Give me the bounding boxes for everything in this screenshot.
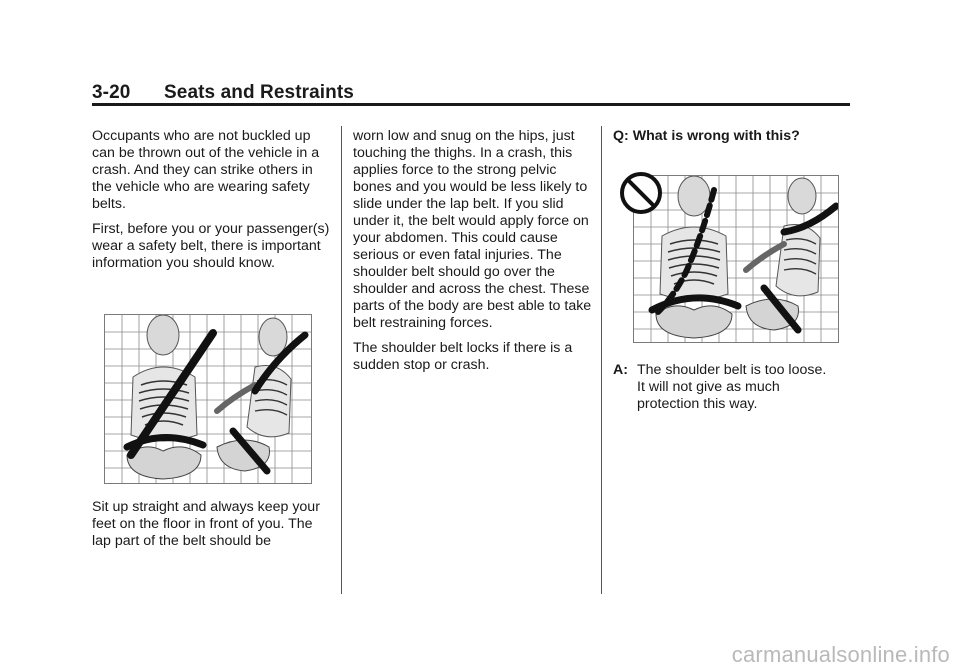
- column-divider-2: [601, 126, 602, 594]
- answer-block: [613, 362, 833, 413]
- section-title: Seats and Restraints: [164, 82, 354, 103]
- front-torso-figure-loose: [652, 176, 738, 338]
- paragraph-sit-up-straight: Sit up straight and always keep your feet on the floor in front of you. The lap part of the belt should be: [92, 499, 320, 549]
- paragraph-lap-belt: worn low and snug on the hips, just touching the thighs. In a crash, this applies force to the strong pelvic bones and you would be less likely to slide under the lap belt. If you slid under it, the belt would apply force on your abdomen. This could cause serious or even fatal injuries. The shoulder belt should go over the shoulder and across the chest. These parts of the body are best able to take belt restraining forces.: [353, 128, 592, 331]
- illustration-correct-belt: [105, 315, 311, 483]
- paragraph-unbuckled-occupants: Occupants who are not buckled up can be thrown out of the vehicle in a crash. And they can strike others in the vehicle who are wearing safety belts.: [92, 128, 320, 212]
- answer-text: The shoulder belt is too loose. It will not give as much protection this way.: [637, 362, 827, 412]
- side-torso-figure-loose: [746, 178, 836, 330]
- figure-correct-belt-position: [104, 314, 312, 484]
- column-3: [613, 128, 853, 153]
- answer-label: A:: [613, 362, 628, 378]
- column-2: [353, 128, 593, 382]
- column-divider-1: [341, 126, 342, 594]
- header-rule: [92, 103, 850, 106]
- column-1: [92, 128, 332, 280]
- page-number: 3-20: [92, 82, 131, 103]
- front-torso-figure: [127, 315, 213, 479]
- paragraph-important-info: First, before you or your passenger(s) wear a safety belt, there is important information you should know.: [92, 221, 330, 271]
- paragraph-belt-locks: The shoulder belt locks if there is a sudden stop or crash.: [353, 340, 573, 373]
- question-text: Q: What is wrong with this?: [613, 128, 800, 144]
- column-1-lower: [92, 499, 332, 558]
- illustration-loose-belt: [634, 176, 838, 342]
- prohibition-icon: [618, 170, 664, 216]
- watermark: carmanualsonline.info: [731, 642, 950, 667]
